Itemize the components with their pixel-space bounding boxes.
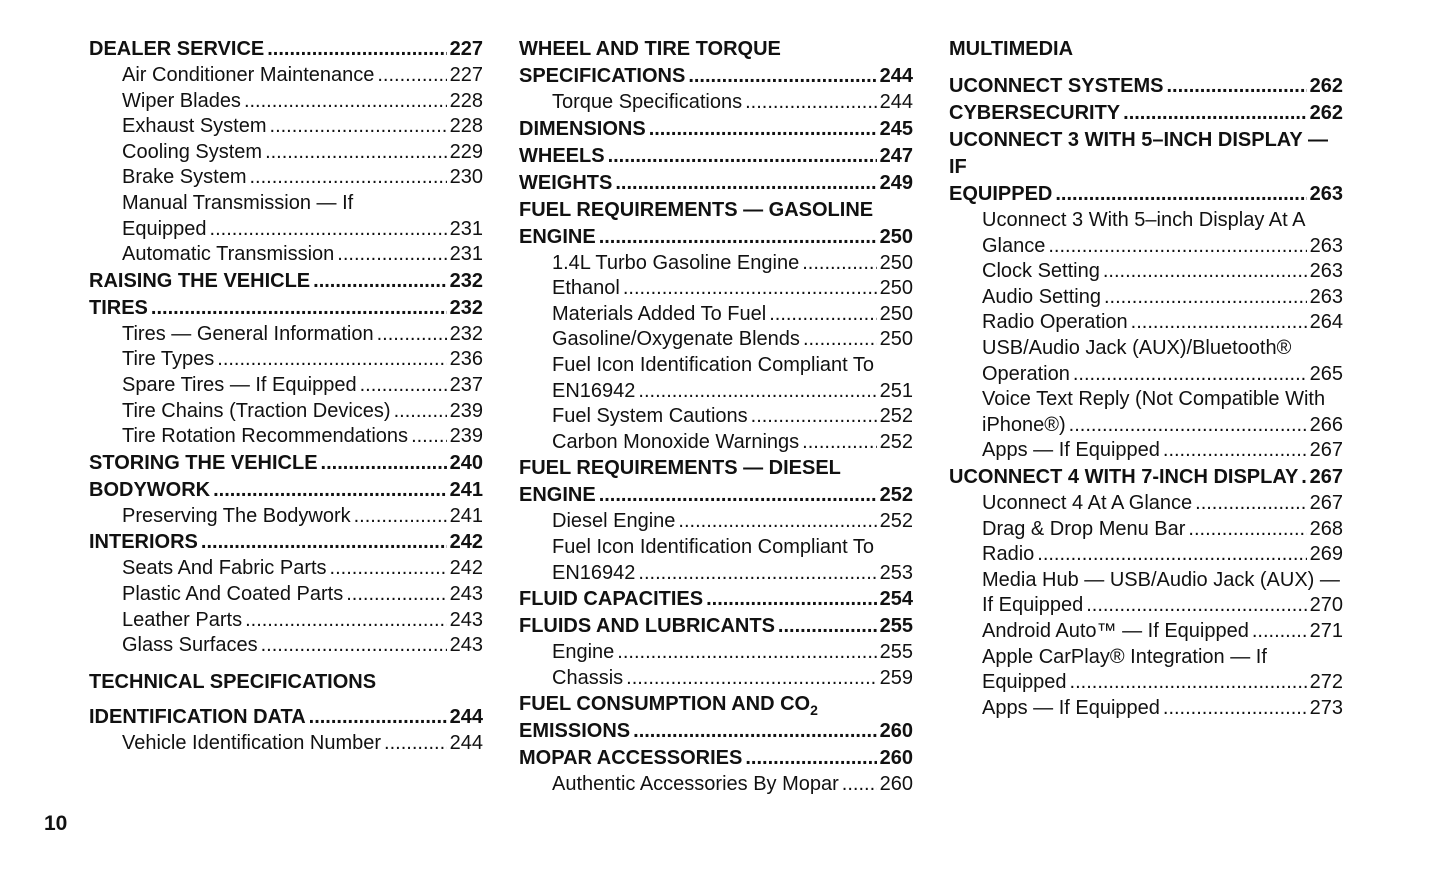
leader-dots: [1055, 181, 1306, 208]
toc-entry-authentic-accessories[interactable]: Authentic Accessories By Mopar ..... 260: [519, 772, 913, 798]
leader-dots: [411, 424, 447, 450]
toc-entry-storing-the-vehicle[interactable]: STORING THE VEHICLE ..... 240: [89, 450, 483, 477]
toc-entry-automatic-transmission[interactable]: Automatic Transmission ..... 231: [89, 242, 483, 268]
toc-column-3: [949, 36, 1343, 721]
toc-entry-uconnect-3-glance-line1[interactable]: Uconnect 3 With 5–inch Display At A: [982, 209, 1306, 231]
toc-entry-media-hub[interactable]: If Equipped ..... 270: [949, 593, 1343, 619]
toc-entry-cooling-system[interactable]: Cooling System ..... 229: [89, 140, 483, 166]
leader-dots: [210, 217, 447, 243]
toc-entry-interiors[interactable]: INTERIORS ..... 242: [89, 529, 483, 556]
toc-entry-fluids-lubricants[interactable]: FLUIDS AND LUBRICANTS ..... 255: [519, 613, 913, 640]
leader-dots: [688, 63, 876, 90]
leader-dots: [244, 89, 447, 115]
leader-dots: [377, 63, 446, 89]
toc-entry-diesel-engine[interactable]: Diesel Engine ..... 252: [519, 509, 913, 535]
toc-entry-tire-chains[interactable]: Tire Chains (Traction Devices) ..... 239: [89, 399, 483, 425]
toc-entry-wheels[interactable]: WHEELS ..... 247: [519, 143, 913, 170]
toc-entry-raising-the-vehicle[interactable]: RAISING THE VEHICLE ..... 232: [89, 268, 483, 295]
leader-dots: [633, 718, 876, 745]
leader-dots: [151, 295, 447, 322]
toc-entry-uconnect-systems[interactable]: UCONNECT SYSTEMS ..... 262: [949, 73, 1343, 100]
leader-dots: [217, 347, 446, 373]
leader-dots: [1073, 362, 1307, 388]
toc-entry-fuel-consumption-line1[interactable]: FUEL CONSUMPTION AND $CO_2$: [519, 693, 818, 719]
toc-entry-chassis[interactable]: Chassis ..... 259: [519, 666, 913, 692]
leader-dots: [1123, 100, 1306, 127]
toc-entry-apple-carplay-line1[interactable]: Apple CarPlay® Integration — If: [982, 645, 1267, 668]
toc-entry-fuel-gasoline-line1[interactable]: FUEL REQUIREMENTS — GASOLINE: [519, 198, 874, 221]
leader-dots: [261, 633, 447, 659]
toc-entry-uconnect-3[interactable]: EQUIPPED ..... 263: [949, 181, 1343, 208]
leader-dots: [330, 556, 447, 582]
section-heading-multimedia: MULTIMEDIA: [949, 38, 1074, 60]
leader-dots: [354, 504, 447, 530]
leader-dots: [1188, 517, 1306, 543]
leader-dots: [337, 242, 446, 268]
leader-dots: [1252, 619, 1307, 645]
toc-entry-clock-setting[interactable]: Clock Setting ..... 263: [949, 259, 1343, 285]
toc-entry-tires[interactable]: TIRES ..... 232: [89, 295, 483, 322]
leader-dots: [1195, 491, 1306, 517]
toc-entry-fuel-icon-line1[interactable]: Fuel Icon Identification Compliant To: [552, 353, 875, 376]
toc-entry-fuel-icon[interactable]: EN16942 ..... 251: [519, 379, 913, 405]
leader-dots: [249, 165, 446, 191]
toc-entry-android-auto[interactable]: Android Auto™ — If Equipped ..... 271: [949, 619, 1343, 645]
leader-dots: [1166, 73, 1306, 100]
leader-dots: [1037, 542, 1306, 568]
page-number: 10: [44, 812, 68, 835]
leader-dots: [769, 302, 876, 328]
leader-dots: [384, 731, 447, 757]
toc-entry-tire-types[interactable]: Tire Types ..... 236: [89, 347, 483, 373]
toc-entry-drag-drop-menu[interactable]: Drag & Drop Menu Bar ..... 268: [949, 517, 1343, 543]
leader-dots: [778, 613, 877, 640]
toc-entry-seats-fabric[interactable]: Seats And Fabric Parts ..... 242: [89, 556, 483, 582]
toc-entry-voice-text-reply[interactable]: iPhone®) ..... 266: [949, 413, 1343, 439]
toc-entry-fluid-capacities[interactable]: FLUID CAPACITIES ..... 254: [519, 586, 913, 613]
toc-entry-uconnect-4-glance[interactable]: Uconnect 4 At A Glance ..... 267: [949, 491, 1343, 517]
toc-entry-exhaust-system[interactable]: Exhaust System ..... 228: [89, 114, 483, 140]
leader-dots: [802, 251, 876, 277]
leader-dots: [267, 36, 446, 63]
leader-dots: [360, 373, 447, 399]
toc-column-2: [519, 36, 913, 798]
leader-dots: [802, 430, 876, 456]
leader-dots: [309, 704, 447, 731]
toc-entry-dealer-service[interactable]: DEALER SERVICE ..... 227: [89, 36, 483, 63]
toc-entry-usb-aux[interactable]: Operation ..... 265: [949, 362, 1343, 388]
toc-entry-leather-parts[interactable]: Leather Parts ..... 243: [89, 608, 483, 634]
toc-entry-apps-2[interactable]: Apps — If Equipped ..... 273: [949, 696, 1343, 722]
leader-dots: [842, 772, 877, 798]
leader-dots: [706, 586, 877, 613]
toc-entry-engine[interactable]: Engine ..... 255: [519, 640, 913, 666]
leader-dots: [1131, 310, 1307, 336]
toc-column-1: [89, 36, 483, 756]
leader-dots: [678, 509, 876, 535]
leader-dots: [245, 608, 447, 634]
leader-dots: [1103, 259, 1307, 285]
leader-dots: [377, 322, 447, 348]
toc-entry-wheel-tire-torque[interactable]: SPECIFICATIONS ..... 244: [519, 63, 913, 90]
toc-entry-wiper-blades[interactable]: Wiper Blades ..... 228: [89, 89, 483, 115]
leader-dots: [1163, 438, 1307, 464]
section-heading-technical-specifications: TECHNICAL SPECIFICATIONS: [89, 670, 377, 693]
toc-entry-fuel-system-cautions[interactable]: Fuel System Cautions ..... 252: [519, 404, 913, 430]
leader-dots: [638, 379, 876, 405]
leader-dots: [201, 529, 447, 556]
toc-entry-media-hub-line1[interactable]: Media Hub — USB/Audio Jack (AUX) —: [982, 568, 1340, 591]
leader-dots: [623, 276, 877, 302]
leader-dots: [608, 143, 877, 170]
toc-entry-radio[interactable]: Radio ..... 269: [949, 542, 1343, 568]
toc-entry-apps-1[interactable]: Apps — If Equipped ..... 267: [949, 438, 1343, 464]
toc-entry-manual-transmission-line1[interactable]: Manual Transmission — If: [122, 191, 354, 214]
leader-dots: [649, 116, 877, 143]
toc-entry-brake-system[interactable]: Brake System ..... 230: [89, 165, 483, 191]
toc-entry-audio-setting[interactable]: Audio Setting ..... 263: [949, 285, 1343, 311]
toc-entry-co-warnings[interactable]: Carbon Monoxide Warnings ..... 252: [519, 430, 913, 456]
toc-entry-uconnect-3-line1[interactable]: UCONNECT 3 WITH 5–INCH DISPLAY — IF: [949, 129, 1328, 178]
toc-entry-dimensions[interactable]: DIMENSIONS ..... 245: [519, 116, 913, 143]
leader-dots: [1069, 413, 1307, 439]
leader-dots: [1104, 285, 1307, 311]
toc-entry-voice-text-reply-line1[interactable]: Voice Text Reply (Not Compatible With: [982, 388, 1326, 411]
toc-entry-uconnect-3-glance[interactable]: Glance ..... 263: [949, 234, 1343, 260]
toc-entry-plastic-coated[interactable]: Plastic And Coated Parts ..... 243: [89, 582, 483, 608]
toc-entry-usb-aux-line1[interactable]: USB/Audio Jack (AUX)/Bluetooth®: [982, 336, 1292, 359]
toc-entry-bodywork[interactable]: BODYWORK ..... 241: [89, 477, 483, 504]
leader-dots: [751, 404, 877, 430]
toc-entry-turbo-gasoline[interactable]: 1.4L Turbo Gasoline Engine ..... 250: [519, 251, 913, 277]
leader-dots: [346, 582, 446, 608]
toc-entry-identification-data[interactable]: IDENTIFICATION DATA ..... 244: [89, 704, 483, 731]
toc-entry-manual-transmission[interactable]: Equipped ..... 231: [89, 217, 483, 243]
toc-entry-fuel-diesel-line1[interactable]: FUEL REQUIREMENTS — DIESEL: [519, 457, 841, 480]
toc-entry-radio-operation[interactable]: Radio Operation ..... 264: [949, 310, 1343, 336]
toc-entry-cybersecurity[interactable]: CYBERSECURITY ..... 262: [949, 100, 1343, 127]
leader-dots: [615, 170, 876, 197]
toc-entry-fuel-consumption[interactable]: EMISSIONS ..... 260: [519, 718, 913, 745]
leader-dots: [626, 666, 876, 692]
toc-entry-tires-general[interactable]: Tires — General Information ..... 232: [89, 322, 483, 348]
leader-dots: [265, 140, 447, 166]
toc-entry-fuel-diesel[interactable]: ENGINE ..... 252: [519, 482, 913, 509]
toc-entry-preserving-bodywork[interactable]: Preserving The Bodywork ..... 241: [89, 504, 483, 530]
toc-entry-materials-added[interactable]: Materials Added To Fuel ..... 250: [519, 302, 913, 328]
toc-entry-glass-surfaces[interactable]: Glass Surfaces ..... 243: [89, 633, 483, 659]
leader-dots: [803, 327, 877, 353]
toc-entry-fuel-gasoline[interactable]: ENGINE ..... 250: [519, 224, 913, 251]
leader-dots: [599, 482, 877, 509]
leader-dots: [213, 477, 447, 504]
toc-entry-tire-rotation[interactable]: Tire Rotation Recommendations ..... 239: [89, 424, 483, 450]
leader-dots: [1301, 464, 1306, 491]
leader-dots: [1163, 696, 1307, 722]
leader-dots: [617, 640, 876, 666]
leader-dots: [1086, 593, 1306, 619]
leader-dots: [1070, 670, 1307, 696]
leader-dots: [745, 745, 876, 772]
toc-entry-mopar-accessories[interactable]: MOPAR ACCESSORIES ..... 260: [519, 745, 913, 772]
toc-entry-torque-specifications[interactable]: Torque Specifications ..... 244: [519, 90, 913, 116]
toc-entry-weights[interactable]: WEIGHTS ..... 249: [519, 170, 913, 197]
toc-entry-spare-tires[interactable]: Spare Tires — If Equipped ..... 237: [89, 373, 483, 399]
toc-entry-apple-carplay[interactable]: Equipped ..... 272: [949, 670, 1343, 696]
toc-entry-oxygenate-blends[interactable]: Gasoline/Oxygenate Blends ..... 250: [519, 327, 913, 353]
toc-entry-ethanol[interactable]: Ethanol ..... 250: [519, 276, 913, 302]
toc-entry-fuel-icon-2[interactable]: EN16942 ..... 253: [519, 561, 913, 587]
leader-dots: [394, 399, 447, 425]
leader-dots: [321, 450, 447, 477]
leader-dots: [745, 90, 877, 116]
toc-entry-wheel-tire-torque-line1[interactable]: WHEEL AND TIRE TORQUE: [519, 38, 781, 60]
toc-entry-fuel-icon-2-line1[interactable]: Fuel Icon Identification Compliant To: [552, 535, 875, 558]
toc-entry-vin[interactable]: Vehicle Identification Number ..... 244: [89, 731, 483, 757]
leader-dots: [638, 561, 876, 587]
toc-entry-uconnect-4[interactable]: UCONNECT 4 WITH 7-INCH DISPLAY ..... 267: [949, 464, 1343, 491]
leader-dots: [270, 114, 447, 140]
leader-dots: [599, 224, 877, 251]
leader-dots: [1048, 234, 1306, 260]
leader-dots: [313, 268, 446, 295]
toc-entry-ac-maintenance[interactable]: Air Conditioner Maintenance ..... 227: [89, 63, 483, 89]
